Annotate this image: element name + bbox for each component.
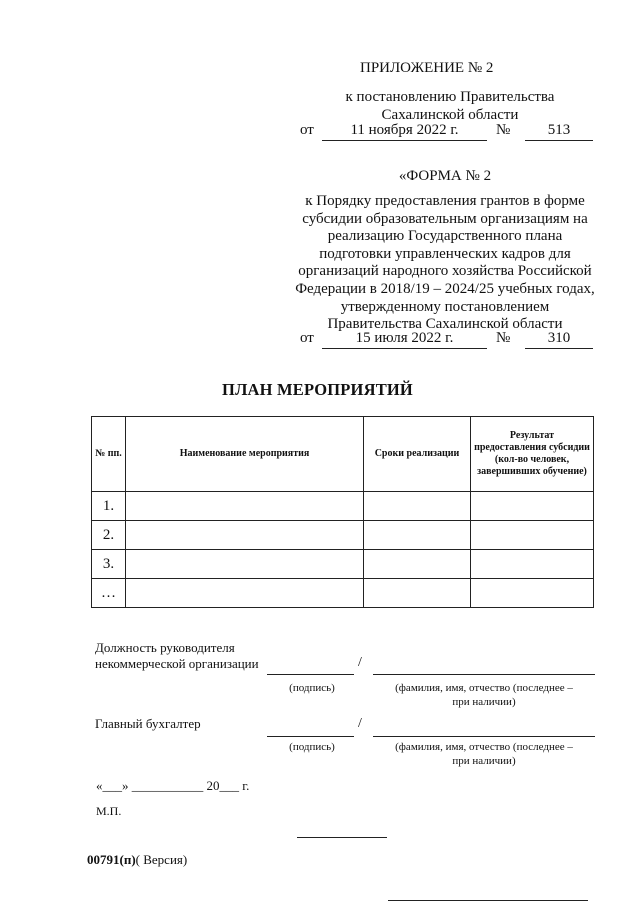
- appendix-line-2: Сахалинской области: [381, 107, 519, 123]
- form-description-line: Правительства Сахалинской области: [327, 316, 563, 333]
- name-caption-line-1: (фамилия, имя, отчество (последнее –: [395, 741, 573, 753]
- form-description-line: Федерации в 2018/19 – 2024/25 учебных годах,: [295, 280, 595, 297]
- form-date-row: [300, 330, 600, 350]
- form-number: 310: [525, 330, 593, 349]
- footer-code: [87, 852, 187, 868]
- appendix-from-label: от: [300, 122, 314, 138]
- accountant-label: Главный бухгалтер: [95, 716, 201, 731]
- row-terms-cell[interactable]: [364, 492, 471, 521]
- header-name: Наименование мероприятия: [126, 417, 364, 492]
- form-description-line: организаций народного хозяйства Российской: [298, 263, 592, 280]
- accountant-slash: /: [358, 716, 362, 731]
- header-num: № пп.: [92, 417, 126, 492]
- row-number: …: [92, 579, 126, 608]
- row-terms-cell[interactable]: [364, 550, 471, 579]
- row-name-cell[interactable]: [126, 521, 364, 550]
- appendix-date: 11 ноября 2022 г.: [322, 122, 487, 141]
- header-result: Результат предоставления субсидии (кол-во человек, завершивших обучение): [471, 417, 594, 492]
- head-name-line[interactable]: [373, 673, 595, 675]
- separator-line: [297, 836, 387, 838]
- table-header-row: [92, 417, 594, 492]
- name-caption-line-1: (фамилия, имя, отчество (последнее –: [395, 682, 573, 694]
- head-signature-caption: (подпись): [289, 682, 335, 694]
- document-code: 00791(п): [87, 852, 136, 867]
- form-from-label: от: [300, 330, 314, 346]
- appendix-line-1: к постановлению Правительства: [345, 89, 555, 105]
- row-result-cell[interactable]: [471, 579, 594, 608]
- document-version: ( Версия): [135, 852, 188, 867]
- head-name-caption: [373, 682, 595, 709]
- appendix-date-row: [300, 122, 600, 142]
- row-name-cell[interactable]: [126, 492, 364, 521]
- table-row: [92, 492, 594, 521]
- form-description: [285, 193, 605, 334]
- accountant-signature-line[interactable]: [267, 735, 354, 737]
- form-description-line: утвержденному постановлением: [340, 298, 550, 315]
- accountant-signature-caption: (подпись): [289, 741, 335, 753]
- accountant-name-caption: [373, 741, 595, 768]
- appendix-title: ПРИЛОЖЕНИЕ № 2: [360, 60, 494, 76]
- form-title: «ФОРМА № 2: [398, 168, 492, 184]
- form-description-line: подготовки управленческих кадров для: [319, 245, 571, 262]
- form-number-label: №: [496, 330, 511, 346]
- row-number: 3.: [92, 550, 126, 579]
- accountant-name-line[interactable]: [373, 735, 595, 737]
- head-label-line-2: некоммерческой организации: [95, 655, 259, 671]
- row-number: 2.: [92, 521, 126, 550]
- head-position-label: [95, 640, 259, 671]
- row-terms-cell[interactable]: [364, 521, 471, 550]
- row-terms-cell[interactable]: [364, 579, 471, 608]
- table-row: [92, 579, 594, 608]
- row-result-cell[interactable]: [471, 550, 594, 579]
- appendix-number-label: №: [496, 122, 511, 138]
- stamp-placeholder: М.П.: [96, 804, 122, 818]
- row-result-cell[interactable]: [471, 521, 594, 550]
- name-caption-line-2: при наличии): [452, 754, 516, 767]
- header-terms: Сроки реализации: [364, 417, 471, 492]
- form-description-line: к Порядку предоставления грантов в форме: [305, 193, 585, 209]
- form-description-line: субсидии образовательным организациям на: [302, 210, 588, 227]
- form-date: 15 июля 2022 г.: [322, 330, 487, 349]
- bottom-scan-line: [388, 899, 588, 901]
- row-name-cell[interactable]: [126, 579, 364, 608]
- table-row: [92, 521, 594, 550]
- appendix-number: 513: [525, 122, 593, 141]
- form-description-line: реализацию Государственного плана: [327, 228, 563, 245]
- head-label-line-1: Должность руководителя: [95, 640, 235, 655]
- date-line[interactable]: «___» ___________ 20___ г.: [96, 778, 250, 793]
- row-result-cell[interactable]: [471, 492, 594, 521]
- head-signature-line[interactable]: [267, 673, 354, 675]
- head-slash: /: [358, 655, 362, 670]
- row-number: 1.: [92, 492, 126, 521]
- plan-table: [91, 416, 594, 608]
- name-caption-line-2: при наличии): [452, 695, 516, 708]
- row-name-cell[interactable]: [126, 550, 364, 579]
- table-row: [92, 550, 594, 579]
- plan-title: ПЛАН МЕРОПРИЯТИЙ: [222, 380, 413, 399]
